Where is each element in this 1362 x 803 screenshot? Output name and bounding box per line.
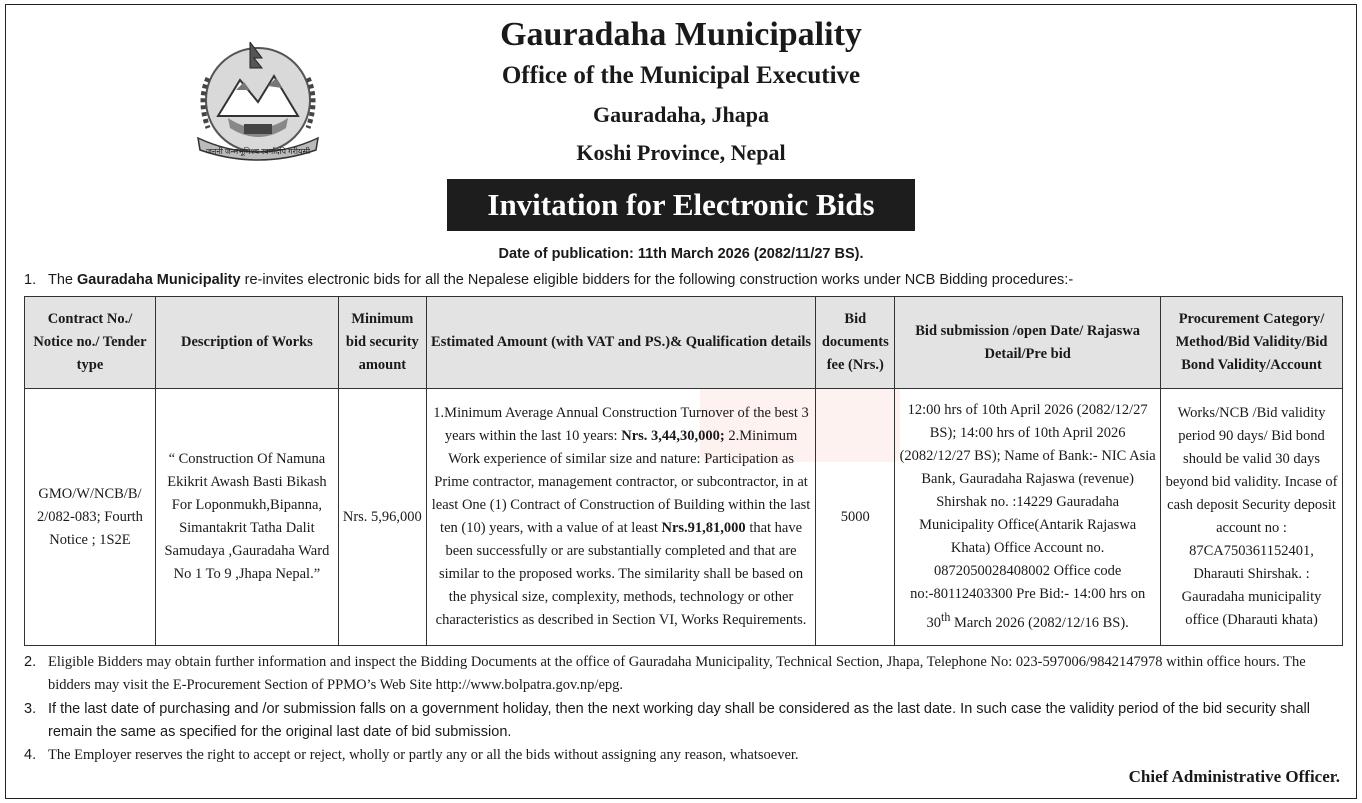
estimate-text-c: that have been successfully or are substantially completed and that are similar to the proposed works. The similarity shall be based on the physical size, complexity, methods, technology or other characteristics as described in Section VI, Works Requirements. xyxy=(435,520,807,628)
province-line: Koshi Province, Nepal xyxy=(576,140,786,165)
contract-value: Nrs.91,81,000 xyxy=(661,520,746,536)
note-number: 3. xyxy=(24,701,37,717)
note-text: Eligible Bidders may obtain further information and inspect the Bidding Documents at the office of Gauradaha Municipality, Technical Section, Jhapa, Telephone No: 023-597006/9842147978 within office hours. The bidders may visit the E-Procurement Section of PPMO’s Web Site http://www.bolpatra.gov.np/epg. xyxy=(48,654,1306,693)
col-category-header: Procurement Category/ Method/Bid Validity/Bid Bond Validity/Account xyxy=(1161,297,1343,389)
submission-cell xyxy=(895,389,1161,646)
emblem-caption: जननी जन्मभूमिश्च स्वर्गादपि गरीयसी xyxy=(205,147,311,156)
estimate-text-b: 2.Minimum Work experience of similar size and nature: Participation as Prime contractor, management contractor, or subcontractor, in at least One (1) Contract of Construction of Building within the last ten (10) years, with a value of at least xyxy=(431,428,811,536)
notice-banner: Invitation for Electronic Bids xyxy=(447,179,915,231)
intro-number: 1. xyxy=(24,272,37,288)
table-header-row xyxy=(25,297,1343,389)
intro-suffix: re-invites electronic bids for all the Nepalese eligible bidders for the following construction works under NCB Bidding procedures:- xyxy=(240,272,1074,288)
intro-prefix: The xyxy=(48,272,78,288)
turnover-amount: Nrs. 3,44,30,000; xyxy=(621,428,725,444)
submission-text-b: March 2026 (2082/12/16 BS). xyxy=(950,614,1129,631)
note-number: 4. xyxy=(24,747,37,763)
estimate-cell xyxy=(426,389,815,646)
signature: Chief Administrative Officer. xyxy=(1128,767,1340,786)
note-number: 2. xyxy=(24,654,37,670)
publication-date: Date of publication: 11th March 2026 (2082/11/27 BS). xyxy=(498,246,864,262)
submission-sup: th xyxy=(940,610,951,625)
office-title: Office of the Municipal Executive xyxy=(501,62,861,89)
note-text: If the last date of purchasing and /or submission falls on a government holiday, then the next working day shall be considered as the last date. In such case the validity period of the bid security shall remain the same as specified for the original last date of bid submission. xyxy=(48,701,1310,740)
municipality-title: Gauradaha Municipality xyxy=(500,16,862,53)
col-security-header: Minimum bid security amount xyxy=(338,297,426,389)
table-row xyxy=(25,389,1343,646)
estimate-text-a: 1.Minimum Average Annual Construction Turnover of the best 3 years within the last 10 years: xyxy=(433,405,809,444)
description-cell: “ Construction Of Namuna Ekikrit Awash Basti Bikash For Loponmukh,Bipanna, Simantakrit Tatha Dalit Samudaya ,Gauradaha Ward No 1 To 9 ,Jhapa Nepal.” xyxy=(155,389,338,646)
intro-text xyxy=(48,269,1073,292)
col-fee-header: Bid documents fee (Nrs.) xyxy=(816,297,895,389)
submission-text-a: 12:00 hrs of 10th April 2026 (2082/12/27 BS); 14:00 hrs of 10th April 2026 (2082/12/27 BS); Name of Bank:- NIC Asia Bank, Gauradaha Rajaswa (revenue) Shirshak no. :14229 Gauradaha Municipality Office(Antarik Rajaswa Khata) Office Account no. 0872050028408002 Office code no:-80112403300 Pre Bid:- 14:00 hrs on 30 xyxy=(899,402,1156,631)
intro-org: Gauradaha Municipality xyxy=(77,272,241,288)
col-contract-header: Contract No./ Notice no./ Tender type xyxy=(25,297,156,389)
col-submission-header: Bid submission /open Date/ Rajaswa Detail/Pre bid xyxy=(895,297,1161,389)
contract-cell: GMO/W/NCB/B/ 2/082-083; Fourth Notice ; 1S2E xyxy=(25,389,156,646)
col-description-header: Description of Works xyxy=(155,297,338,389)
location-line: Gauradaha, Jhapa xyxy=(592,102,770,127)
fee-cell: 5000 xyxy=(816,389,895,646)
security-cell: Nrs. 5,96,000 xyxy=(338,389,426,646)
category-cell: Works/NCB /Bid validity period 90 days/ Bid bond should be valid 30 days beyond bid validity. Incase of cash deposit Security deposit account no : 87CA750361152401, Dharauti Shirshak. : Gauradaha municipality office (Dharauti khata) xyxy=(1161,389,1343,646)
col-estimate-header: Estimated Amount (with VAT and PS.)& Qualification details xyxy=(426,297,815,389)
tender-table xyxy=(24,296,1343,646)
note-text: The Employer reserves the right to accept or reject, wholly or partly any or all the bids without assigning any reason, whatsoever. xyxy=(48,747,799,763)
